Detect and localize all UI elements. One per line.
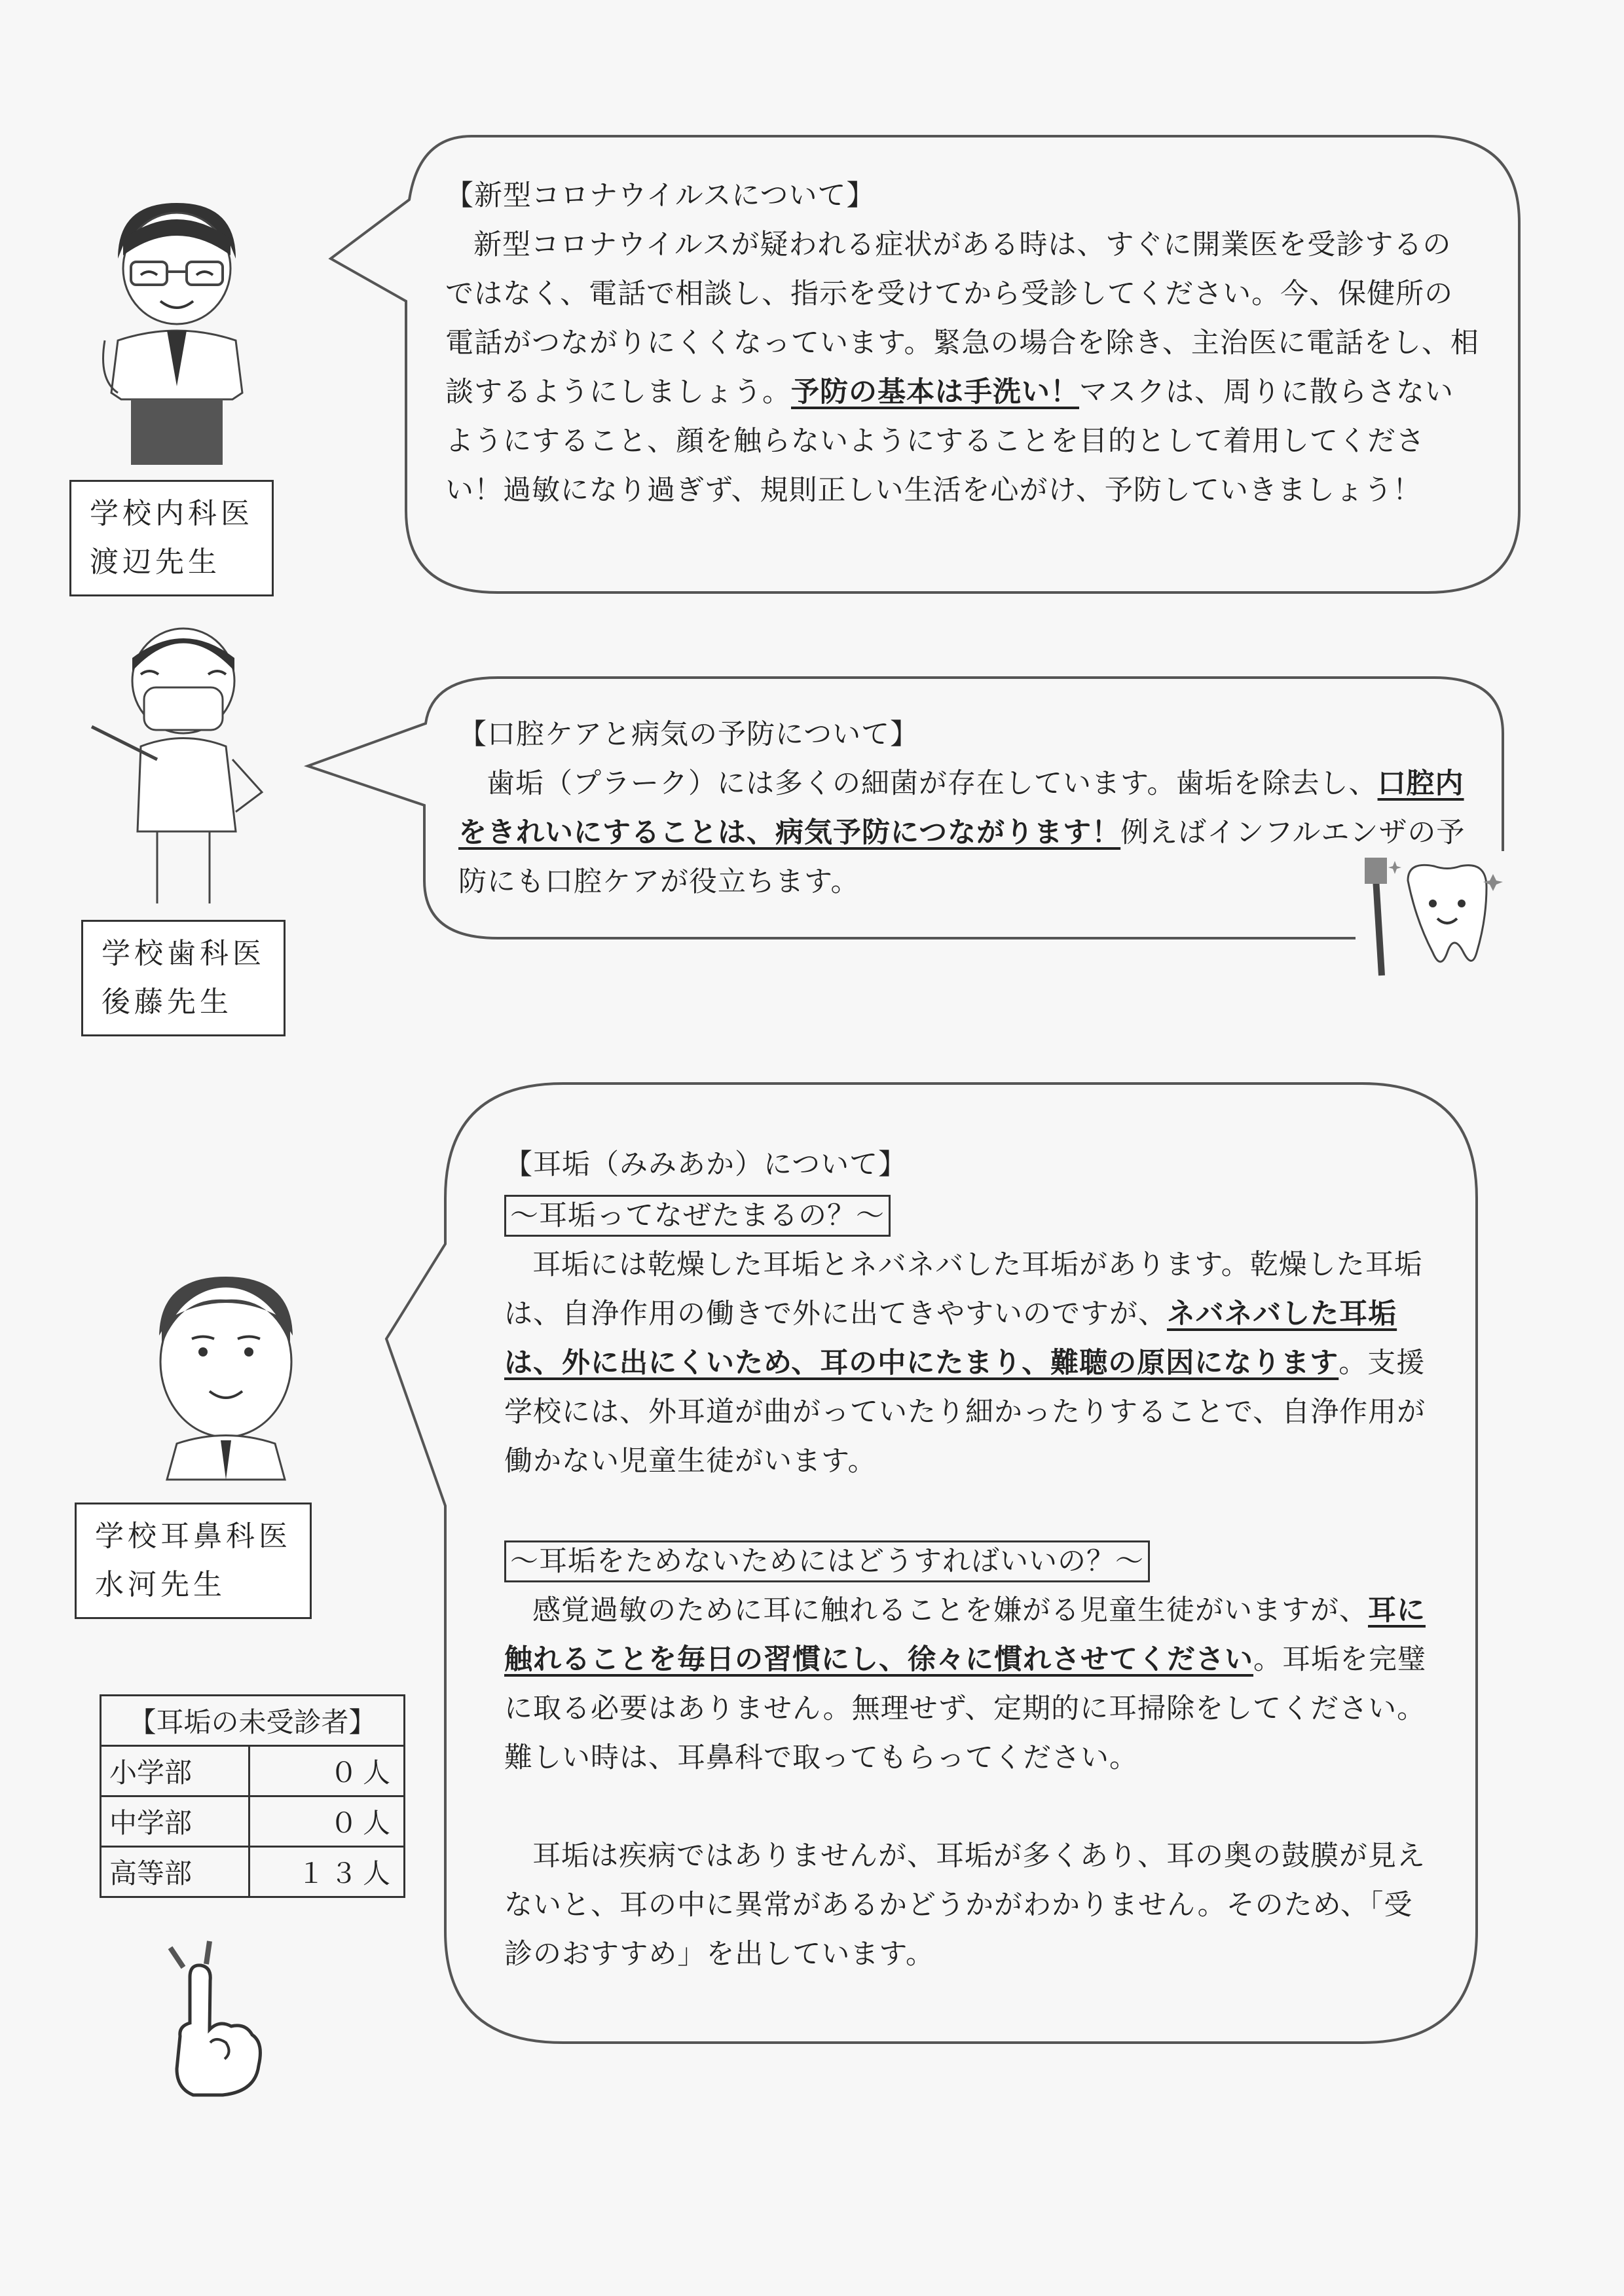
pointing-hand-icon [154, 1938, 265, 2108]
dentist-name: 後藤先生 [101, 985, 232, 1019]
bubble-3-p2-end: 。耳垢を完璧に取る必要はありません。無理せず、定期的に耳掃除をしてください。難しい時は、耳鼻科で取ってもらってください。 [504, 1643, 1426, 1774]
table-row [101, 1746, 405, 1796]
bubble-2-emphasis: 口腔内をきれいにすることは、病気予防につながります！ [458, 767, 1464, 849]
ent-doctor-name-box [75, 1503, 312, 1619]
bubble-3-p1-end: 。支援学校には、外耳道が曲がっていたり細かったりすることで、自浄作用が働かない児童生徒がいます。 [504, 1347, 1426, 1478]
dentist-illustration-icon [79, 622, 275, 910]
bubble-2-body-end: 例えばインフルエンザの予防にも口腔ケアが役立ちます。 [458, 816, 1466, 898]
table-cell-value: ０人 [249, 1746, 405, 1796]
bubble-2-heading: 【口腔ケアと病気の予防について】 [458, 718, 919, 751]
bubble-3-paragraph-3: 耳垢は疾病ではありませんが、耳垢が多くあり、耳の奥の鼓膜が見えないと、耳の中に異常があるかどうかがわかりません。そのため、「受診のおすすめ」を出しています。 [504, 1840, 1426, 1971]
bubble-3-paragraph-2 [504, 1586, 1434, 1783]
table-cell-label: 中学部 [101, 1796, 249, 1847]
bubble-2-text [458, 710, 1480, 907]
bubble-1-body [445, 221, 1480, 515]
bubble-1-body-end: マスクは、周りに散らさないようにすること、顔を触らないようにすることを目的として着用してください！過敏になり過ぎず、規則正しい生活を心がけ、予防していきましょう！ [445, 376, 1454, 507]
bubble-2-body-start: 歯垢（プラーク）には多くの細菌が存在しています。歯垢を除去し、 [487, 767, 1378, 800]
table-row [101, 1796, 405, 1847]
bubble-3-heading: 【耳垢（みみあか）について】 [504, 1148, 908, 1181]
internist-name: 渡辺先生 [90, 545, 221, 579]
internist-role: 学校内科医 [90, 497, 253, 530]
bubble-3-p2-emphasis: 耳に触れることを毎日の習慣にし、徐々に慣れさせてください [504, 1594, 1426, 1676]
bubble-1-heading: 【新型コロナウイルスについて】 [445, 179, 876, 212]
bubble-3-subheading-2: ～耳垢をためないためにはどうすればいいの？～ [504, 1540, 1150, 1582]
table-cell-label: 小学部 [101, 1746, 249, 1796]
bubble-3-subheading-1: ～耳垢ってなぜたまるの？～ [504, 1195, 891, 1237]
table-cell-label: 高等部 [101, 1847, 249, 1897]
table-cell-value: ０人 [249, 1796, 405, 1847]
ent-doctor-illustration-icon [141, 1270, 311, 1486]
spacer [504, 1486, 1434, 1535]
ent-doctor-name: 水河先生 [95, 1568, 226, 1601]
table-header-row [101, 1696, 405, 1746]
table-row [101, 1847, 405, 1897]
internist-illustration-icon [92, 196, 262, 471]
internist-name-box [69, 480, 274, 596]
bubble-1-body-start: 新型コロナウイルスが疑われる症状がある時は、すぐに開業医を受診するのではなく、電話で相談し、指示を受けてから受診してください。今、保健所の電話がつながりにくくなっています。緊急の場合を除き、主治医に電話をし、相談するようにしましょう。 [445, 228, 1479, 409]
dentist-name-box [81, 920, 286, 1036]
table-cell-value: １３人 [249, 1847, 405, 1897]
bubble-1-emphasis: 予防の基本は手洗い！ [791, 376, 1079, 409]
dentist-role: 学校歯科医 [101, 937, 265, 970]
bubble-1-text [445, 172, 1480, 515]
bubble-3-text [504, 1140, 1434, 1979]
tooth-toothbrush-icon [1356, 854, 1506, 979]
bubble-3-p1-emphasis: ネバネバした耳垢は、外に出にくいため、耳の中にたまり、難聴の原因になります [504, 1298, 1397, 1379]
unexamined-table [100, 1694, 405, 1898]
spacer [504, 1783, 1434, 1832]
bubble-2-body [458, 759, 1480, 907]
bubble-3-p1-start: 耳垢には乾燥した耳垢とネバネバした耳垢があります。乾燥した耳垢は、自浄作用の働きで外に出てきやすいのですが、 [504, 1248, 1423, 1330]
ent-doctor-role: 学校耳鼻科医 [95, 1520, 291, 1553]
bubble-3-paragraph-1 [504, 1241, 1434, 1486]
table-title: 【耳垢の未受診者】 [101, 1696, 405, 1746]
bubble-3-p2-start: 感覚過敏のために耳に触れることを嫌がる児童生徒がいますが、 [532, 1594, 1368, 1627]
